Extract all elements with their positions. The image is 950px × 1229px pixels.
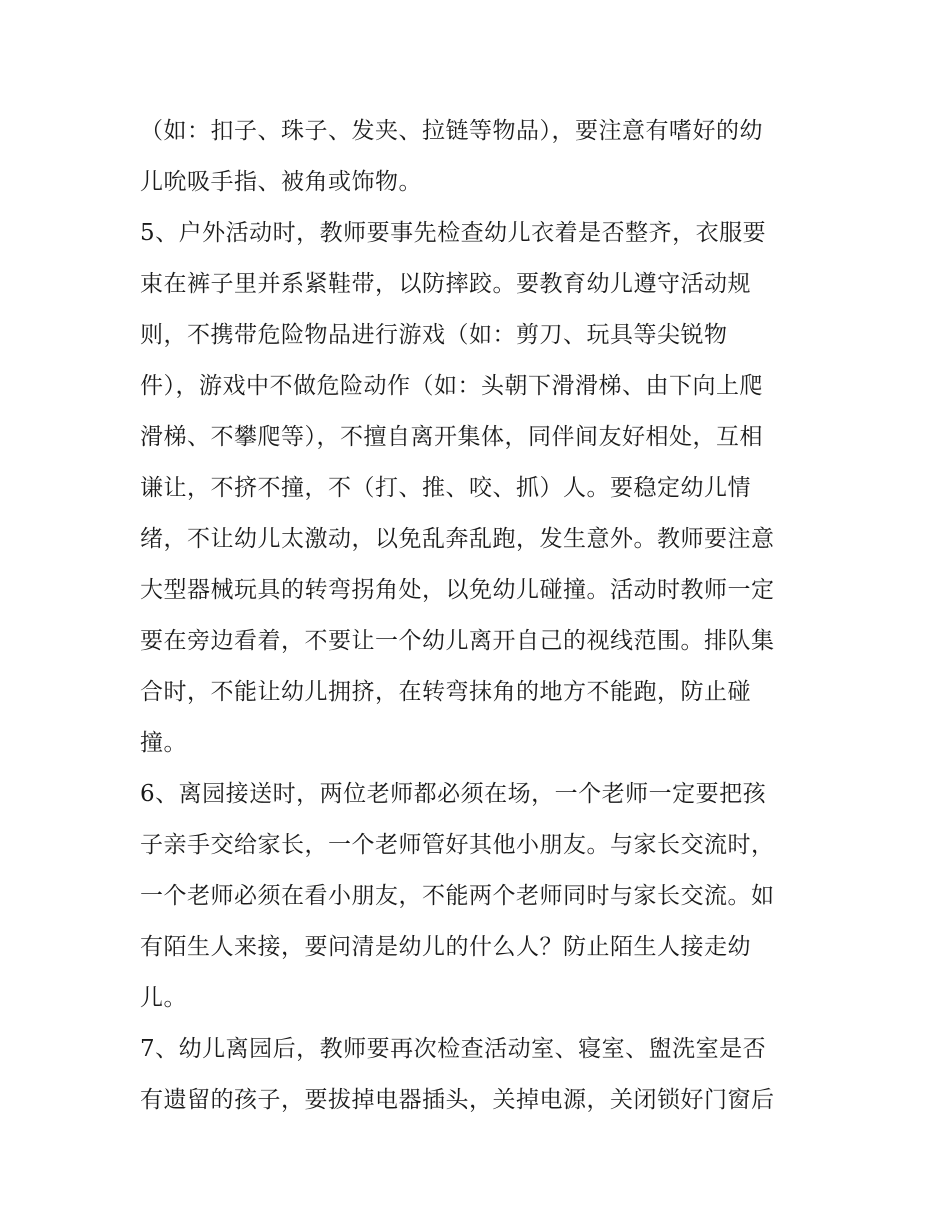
text-line: 滑梯、不攀爬等），不擅自离开集体，同伴间友好相处，互相 <box>140 424 763 450</box>
text-line: 束在裤子里并系紧鞋带，以防摔跤。要教育幼儿遵守活动规 <box>140 271 751 297</box>
text-line: 绪，不让幼儿太激动，以免乱奔乱跑，发生意外。教师要注意 <box>140 526 775 552</box>
text-line: 6、离园接送时，两位老师都必须在场，一个老师一定要把孩 <box>140 781 767 807</box>
text-line: 件），游戏中不做危险动作（如：头朝下滑滑梯、由下向上爬 <box>140 373 763 399</box>
text-line: 子亲手交给家长，一个老师管好其他小朋友。与家长交流时， <box>140 832 775 858</box>
text-line: 儿。 <box>140 985 187 1011</box>
text-line: 一个老师必须在看小朋友，不能两个老师同时与家长交流。如 <box>140 883 775 909</box>
text-line: 撞。 <box>140 730 187 756</box>
text-line: （如：扣子、珠子、发夹、拉链等物品），要注意有嗜好的幼 <box>140 118 763 144</box>
text-line: 儿吮吸手指、被角或饰物。 <box>140 169 422 195</box>
text-line: 要在旁边看着，不要让一个幼儿离开自己的视线范围。排队集 <box>140 628 775 654</box>
text-line: 有遗留的孩子，要拔掉电器插头，关掉电源，关闭锁好门窗后 <box>140 1087 775 1113</box>
text-line: 5、户外活动时，教师要事先检查幼儿衣着是否整齐，衣服要 <box>140 220 767 246</box>
text-line: 则，不携带危险物品进行游戏（如：剪刀、玩具等尖锐物 <box>140 322 728 348</box>
text-line: 有陌生人来接，要问清是幼儿的什么人？防止陌生人接走幼 <box>140 934 751 960</box>
text-line: 大型器械玩具的转弯拐角处，以免幼儿碰撞。活动时教师一定 <box>140 577 775 603</box>
text-line: 谦让，不挤不撞，不（打、推、咬、抓）人。要稳定幼儿情 <box>140 475 751 501</box>
text-line: 7、幼儿离园后，教师要再次检查活动室、寝室、盥洗室是否 <box>140 1036 767 1062</box>
text-line: 合时，不能让幼儿拥挤，在转弯抹角的地方不能跑，防止碰 <box>140 679 751 705</box>
